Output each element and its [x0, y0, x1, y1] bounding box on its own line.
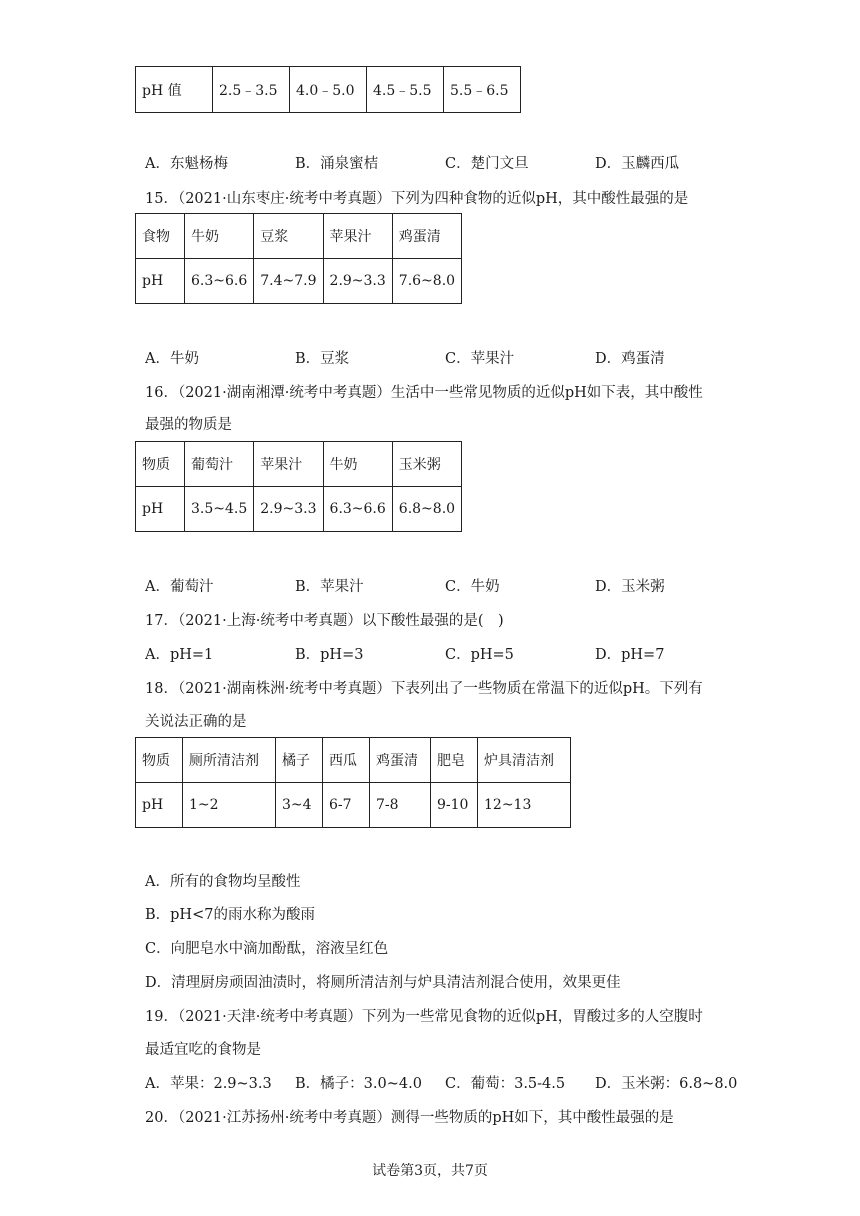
- option-b[interactable]: B．橘子：3.0~4.0: [295, 1076, 422, 1092]
- table-cell: 12~13: [478, 783, 571, 828]
- option-c[interactable]: C．向肥皂水中滴加酚酞，溶液呈红色: [145, 941, 389, 957]
- table-header-cell: 苹果汁: [254, 442, 323, 487]
- table-cell: 6.3~6.6: [323, 487, 392, 532]
- option-b[interactable]: B．pH<7的雨水称为酸雨: [145, 907, 315, 923]
- option-d[interactable]: D．鸡蛋清: [595, 351, 665, 367]
- table-cell: 7-8: [370, 783, 431, 828]
- q16-stem-line1: 16．（2021·湖南湘潭·统考中考真题）生活中一些常见物质的近似pH如下表，其中酸性: [145, 385, 703, 401]
- option-b[interactable]: B．豆浆: [295, 351, 350, 367]
- table-cell: 3.5~4.5: [185, 487, 254, 532]
- table-header-cell: 物质: [136, 738, 183, 783]
- option-a[interactable]: A．东魁杨梅: [145, 156, 228, 172]
- option-d[interactable]: D．pH=7: [595, 647, 665, 663]
- table-cell: 3~4: [276, 783, 323, 828]
- option-c[interactable]: C．楚门文旦: [445, 156, 529, 172]
- q20-stem: 20．（2021·江苏扬州·统考中考真题）测得一些物质的pH如下，其中酸性最强的是: [145, 1110, 674, 1126]
- option-d[interactable]: D．玉麟西瓜: [595, 156, 680, 172]
- table-header-cell: 食物: [136, 214, 185, 259]
- option-c[interactable]: C．牛奶: [445, 579, 500, 595]
- option-a[interactable]: A．pH=1: [145, 647, 214, 663]
- table-header-cell: 厕所清洁剂: [183, 738, 276, 783]
- ph-table-q16: [135, 441, 462, 532]
- table-header-cell: 橘子: [276, 738, 323, 783]
- q17-stem: 17．（2021·上海·统考中考真题）以下酸性最强的是( ): [145, 613, 504, 629]
- table-cell: 6.8~8.0: [392, 487, 461, 532]
- option-c[interactable]: C．葡萄：3.5-4.5: [445, 1076, 566, 1092]
- table-header-cell: 玉米粥: [392, 442, 461, 487]
- table-cell: pH: [136, 259, 185, 304]
- table-cell: pH: [136, 487, 185, 532]
- option-c[interactable]: C．pH=5: [445, 647, 514, 663]
- table-header-cell: 牛奶: [185, 214, 254, 259]
- ph-table-q15: [135, 213, 462, 304]
- table-cell: 4.0﹣5.0: [290, 67, 367, 113]
- ph-table-q18: [135, 737, 571, 828]
- table-cell: 6-7: [323, 783, 370, 828]
- option-d[interactable]: D．玉米粥：6.8~8.0: [595, 1076, 738, 1092]
- table-header-cell: 鸡蛋清: [392, 214, 461, 259]
- q18-stem-line2: 关说法正确的是: [145, 714, 247, 730]
- table-cell: pH: [136, 783, 183, 828]
- table-cell: 4.5﹣5.5: [367, 67, 444, 113]
- table-header-cell: 牛奶: [323, 442, 392, 487]
- option-b[interactable]: B．苹果汁: [295, 579, 364, 595]
- q18-stem-line1: 18．（2021·湖南株洲·统考中考真题）下表列出了一些物质在常温下的近似pH。下列有: [145, 681, 703, 697]
- option-d[interactable]: D．清理厨房顽固油渍时，将厕所清洁剂与炉具清洁剂混合使用，效果更佳: [145, 975, 621, 991]
- table-header-cell: 葡萄汁: [185, 442, 254, 487]
- table-cell: 5.5﹣6.5: [444, 67, 521, 113]
- page-footer: 试卷第3页，共7页: [372, 1163, 488, 1179]
- table-header-cell: 豆浆: [254, 214, 323, 259]
- option-b[interactable]: B．涌泉蜜桔: [295, 156, 379, 172]
- option-a[interactable]: A．葡萄汁: [145, 579, 214, 595]
- table-cell: 7.6~8.0: [392, 259, 461, 304]
- table-cell: 9-10: [431, 783, 478, 828]
- table-cell: 7.4~7.9: [254, 259, 323, 304]
- ph-table-q14: [135, 66, 521, 113]
- option-a[interactable]: A．所有的食物均呈酸性: [145, 874, 301, 890]
- option-d[interactable]: D．玉米粥: [595, 579, 665, 595]
- table-cell: 2.9~3.3: [254, 487, 323, 532]
- table-cell: 6.3~6.6: [185, 259, 254, 304]
- q19-stem-line2: 最适宜吃的食物是: [145, 1042, 261, 1058]
- q16-stem-line2: 最强的物质是: [145, 417, 232, 433]
- option-a[interactable]: A．苹果：2.9~3.3: [145, 1076, 272, 1092]
- table-header-cell: 西瓜: [323, 738, 370, 783]
- table-cell: 2.5﹣3.5: [213, 67, 290, 113]
- table-header-cell: 鸡蛋清: [370, 738, 431, 783]
- q15-stem: 15．（2021·山东枣庄·统考中考真题）下列为四种食物的近似pH，其中酸性最强的是: [145, 191, 689, 207]
- table-cell: 1~2: [183, 783, 276, 828]
- table-cell: pH 值: [136, 67, 213, 113]
- table-cell: 2.9~3.3: [323, 259, 392, 304]
- table-header-cell: 物质: [136, 442, 185, 487]
- table-header-cell: 苹果汁: [323, 214, 392, 259]
- option-a[interactable]: A．牛奶: [145, 351, 199, 367]
- table-header-cell: 炉具清洁剂: [478, 738, 571, 783]
- table-header-cell: 肥皂: [431, 738, 478, 783]
- option-b[interactable]: B．pH=3: [295, 647, 364, 663]
- q19-stem-line1: 19．（2021·天津·统考中考真题）下列为一些常见食物的近似pH，胃酸过多的人空腹时: [145, 1009, 703, 1025]
- option-c[interactable]: C．苹果汁: [445, 351, 515, 367]
